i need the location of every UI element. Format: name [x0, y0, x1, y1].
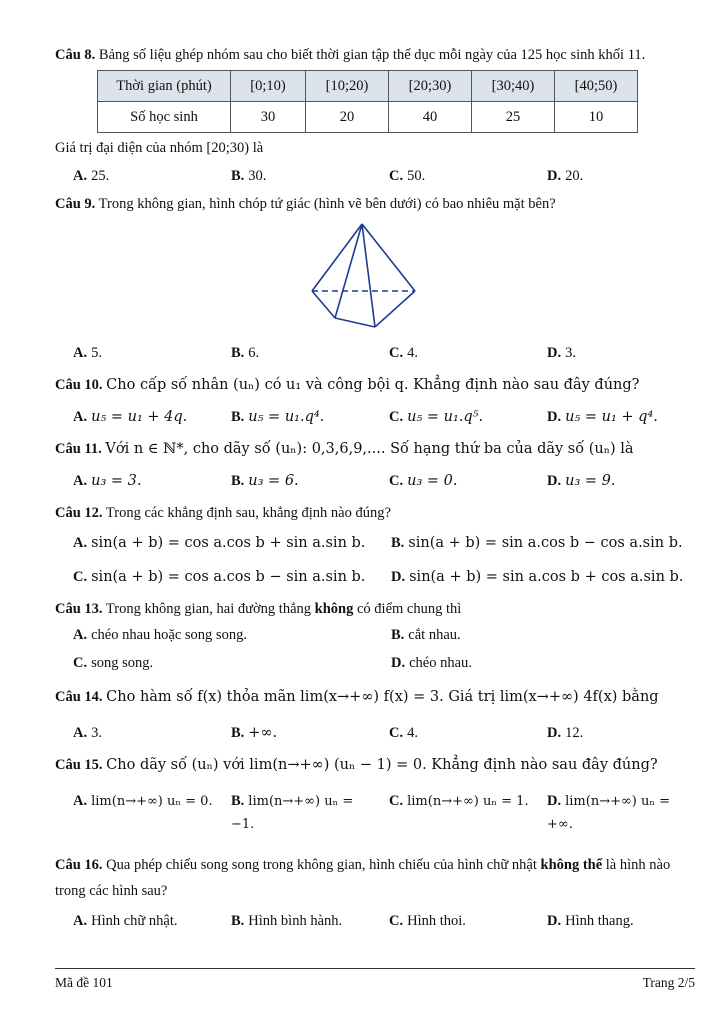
question-emphasis: không thể — [540, 857, 603, 873]
option-a[interactable]: A. Hình chữ nhật. — [73, 913, 178, 929]
question-label: Câu 12. — [55, 505, 103, 521]
question-text: Bảng số liệu ghép nhóm sau cho biết thời gian tập thể dục mỗi ngày của 125 học sinh khối 11. — [98, 47, 646, 63]
table-header-cell: [30;40) — [472, 71, 555, 102]
option-a[interactable]: A. u₃ = 3. — [73, 473, 142, 489]
question-text: Với n ∈ ℕ*, cho dãy số (uₙ): 0,3,6,9,.... Số hạng thứ ba của dãy số (uₙ) là — [105, 441, 634, 457]
option-d[interactable]: D. 20. — [547, 168, 584, 184]
options-row — [55, 910, 700, 932]
pyramid-diagram — [310, 221, 420, 331]
table-cell: 10 — [555, 102, 638, 133]
table-header-cell: [40;50) — [555, 71, 638, 102]
page-footer — [55, 968, 695, 991]
option-c[interactable]: C. 50. — [389, 168, 426, 184]
question-label: Câu 14. — [55, 689, 103, 705]
options-row — [55, 652, 700, 674]
option-c[interactable]: C. u₃ = 0. — [389, 473, 458, 489]
option-a[interactable]: A. 5. — [73, 345, 102, 361]
question-14 — [55, 686, 700, 708]
option-c[interactable]: C. 4. — [389, 345, 418, 361]
options-row — [55, 566, 700, 588]
question-8 — [55, 44, 700, 66]
question-label: Câu 15. — [55, 757, 103, 773]
table-header-cell: [20;30) — [389, 71, 472, 102]
option-c[interactable]: C. song song. — [73, 655, 154, 671]
question-label: Câu 8. — [55, 47, 96, 63]
pyramid-edge — [312, 224, 362, 291]
option-b[interactable]: B. sin(a + b) = sin a.cos b − cos a.sin b. — [391, 535, 683, 551]
options-row — [55, 342, 700, 364]
pyramid-edge — [362, 224, 375, 327]
options-row — [55, 722, 700, 744]
option-a[interactable]: A. 3. — [73, 725, 102, 741]
question-9 — [55, 193, 700, 215]
option-c[interactable]: C. lim(n→+∞) uₙ = 1. — [389, 793, 529, 809]
option-c[interactable]: C. sin(a + b) = cos a.cos b − sin a.sin b. — [73, 569, 366, 585]
option-d[interactable]: D. 3. — [547, 345, 576, 361]
pyramid-edge — [335, 224, 362, 318]
option-a[interactable]: A. lim(n→+∞) uₙ = 0. — [73, 793, 213, 809]
options-row — [55, 790, 700, 836]
question-text: Trong không gian, hình chóp tứ giác (hình vẽ bên dưới) có bao nhiêu mặt bên? — [98, 196, 556, 212]
option-b[interactable]: B. cắt nhau. — [391, 627, 461, 643]
question-11 — [55, 438, 700, 460]
table-cell: Số học sinh — [98, 102, 231, 133]
option-b[interactable]: B. u₅ = u₁.q⁴. — [231, 409, 325, 425]
question-15 — [55, 754, 700, 776]
option-c[interactable]: C. u₅ = u₁.q⁵. — [389, 409, 484, 425]
option-d[interactable]: D. lim(n→+∞) uₙ = +∞. — [547, 793, 671, 832]
base-edge — [375, 291, 415, 327]
question-text: có điểm chung thì — [356, 601, 462, 617]
option-d[interactable]: D. sin(a + b) = sin a.cos b + cos a.sin b. — [391, 569, 684, 585]
option-d[interactable]: D. u₅ = u₁ + q⁴. — [547, 409, 658, 425]
question-text: Cho dãy số (uₙ) với lim(n→+∞) (uₙ − 1) = 0. Khẳng định nào sau đây đúng? — [106, 757, 658, 773]
pyramid-figure — [310, 221, 700, 336]
data-table — [97, 70, 638, 133]
question-13 — [55, 598, 700, 620]
table-header-cell: [0;10) — [231, 71, 306, 102]
question-label: Câu 9. — [55, 196, 96, 212]
options-row — [55, 470, 700, 492]
option-a[interactable]: A. chéo nhau hoặc song song. — [73, 627, 247, 643]
base-edge — [312, 291, 335, 318]
option-b[interactable]: B. 30. — [231, 168, 267, 184]
table-cell: 20 — [306, 102, 389, 133]
question-12 — [55, 502, 700, 524]
question-label: Câu 13. — [55, 601, 103, 617]
question-text: là hình nào trong các hình sau? — [55, 857, 671, 899]
option-b[interactable]: B. lim(n→+∞) uₙ = −1. — [231, 793, 354, 832]
exam-page — [55, 44, 700, 932]
option-b[interactable]: B. +∞. — [231, 725, 278, 741]
option-b[interactable]: B. Hình bình hành. — [231, 913, 343, 929]
question-text: Cho hàm số f(x) thỏa mãn lim(x→+∞) f(x) = 3. Giá trị lim(x→+∞) 4f(x) bằng — [106, 689, 659, 705]
question-16 — [55, 852, 700, 904]
option-b[interactable]: B. u₃ = 6. — [231, 473, 299, 489]
option-c[interactable]: C. 4. — [389, 725, 418, 741]
option-b[interactable]: B. 6. — [231, 345, 260, 361]
question-label: Câu 16. — [55, 857, 103, 873]
option-d[interactable]: D. chéo nhau. — [391, 655, 472, 671]
page-number: Trang 2/5 — [642, 975, 695, 990]
question-text: Trong các khẳng định sau, khẳng định nào đúng? — [105, 505, 391, 521]
option-a[interactable]: A. sin(a + b) = cos a.cos b + sin a.sin b. — [73, 535, 366, 551]
question-emphasis: không — [314, 601, 354, 617]
option-d[interactable]: D. 12. — [547, 725, 584, 741]
option-d[interactable]: D. Hình thang. — [547, 913, 634, 929]
options-row — [55, 406, 700, 428]
options-row — [55, 624, 700, 646]
question-text: Cho cấp số nhân (uₙ) có u₁ và công bội q. Khẳng định nào sau đây đúng? — [106, 377, 640, 393]
exam-code: Mã đề 101 — [55, 975, 113, 990]
question-label: Câu 10. — [55, 377, 103, 393]
option-c[interactable]: C. Hình thoi. — [389, 913, 466, 929]
option-a[interactable]: A. 25. — [73, 168, 110, 184]
table-cell: 30 — [231, 102, 306, 133]
table-cell: 25 — [472, 102, 555, 133]
question-text: Trong không gian, hai đường thẳng — [105, 601, 312, 617]
table-header-cell: Thời gian (phút) — [98, 71, 231, 102]
table-cell: 40 — [389, 102, 472, 133]
question-10 — [55, 374, 700, 396]
table-header-cell: [10;20) — [306, 71, 389, 102]
question-text: Qua phép chiếu song song trong không gian, hình chiếu của hình chữ nhật — [106, 857, 537, 873]
question-label: Câu 11. — [55, 441, 102, 457]
base-edge — [335, 318, 375, 327]
question-prompt: Giá trị đại diện của nhóm [20;30) là — [55, 140, 264, 156]
options-row — [55, 532, 700, 554]
options-row — [55, 165, 700, 187]
option-a[interactable]: A. u₅ = u₁ + 4q. — [73, 409, 188, 425]
option-d[interactable]: D. u₃ = 9. — [547, 473, 616, 489]
